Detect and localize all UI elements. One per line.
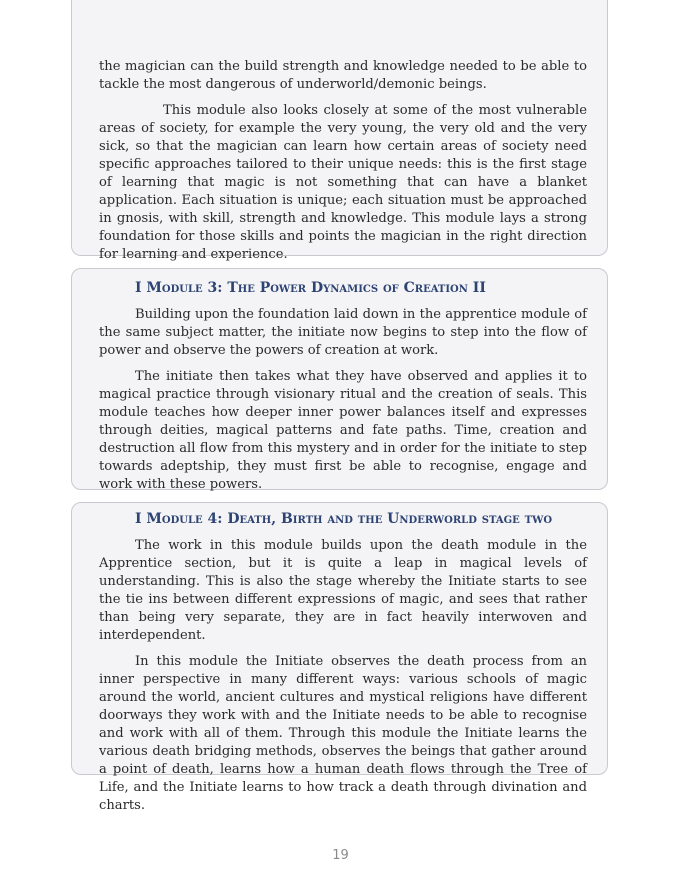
page-number: 19 xyxy=(332,848,349,863)
module-box-continued xyxy=(71,0,608,262)
module-box-4 xyxy=(71,502,608,813)
module-box-3 xyxy=(71,268,608,490)
paragraph: The initiate then takes what they have observed and applies it to magical practice through visionary ritual and the creation of seals. This module teaches how deeper inner power balances itself and expresses through deities, magical patterns and fate paths. Time, creation and destruction all flow from this mystery and in order for the initiate to step towards adeptship, they must first be able to recognise, engage and work with these powers. xyxy=(99,369,587,492)
module-heading: I Module 3: The Power Dynamics of Creation II xyxy=(135,280,486,296)
paragraph: the magician can the build strength and knowledge needed to be able to tackle the most dangerous of underworld/demonic beings. xyxy=(99,59,587,92)
module-heading: I Module 4: Death, Birth and the Underworld stage two xyxy=(135,511,553,527)
paragraph: The work in this module builds upon the death module in the Apprentice section, but it is quite a leap in magical levels of understanding. This is also the stage whereby the Initiate starts to see the tie ins between different expressions of magic, and sees that rather than being very separate, they are in fact heavily interwoven and interdependent. xyxy=(99,538,587,643)
paragraph: This module also looks closely at some of the most vulnerable areas of society, for example the very young, the very old and the very sick, so that the magician can learn how certain areas of society need specific approaches tailored to their unique needs: this is the first stage of learning that magic is not something that can have a blanket application. Each situation is unique; each situation must be approached in gnosis, with skill, strength and knowledge. This module lays a strong foundation for those skills and points the magician in the right direction for learning and experience. xyxy=(99,103,587,262)
paragraph: In this module the Initiate observes the death process from an inner perspective in many different ways: various schools of magic around the world, ancient cultures and mystical religions have different doorways they work with and the Initiate needs to be able to recognise and work with all of them. Through this module the Initiate learns the various death bridging methods, observes the beings that gather around a point of death, learns how a human death flows through the Tree of Life, and the Initiate learns to how track a death through divination and charts. xyxy=(99,654,587,813)
paragraph: Building upon the foundation laid down in the apprentice module of the same subject matter, the initiate now begins to step into the flow of power and observe the powers of creation at work. xyxy=(99,307,587,358)
